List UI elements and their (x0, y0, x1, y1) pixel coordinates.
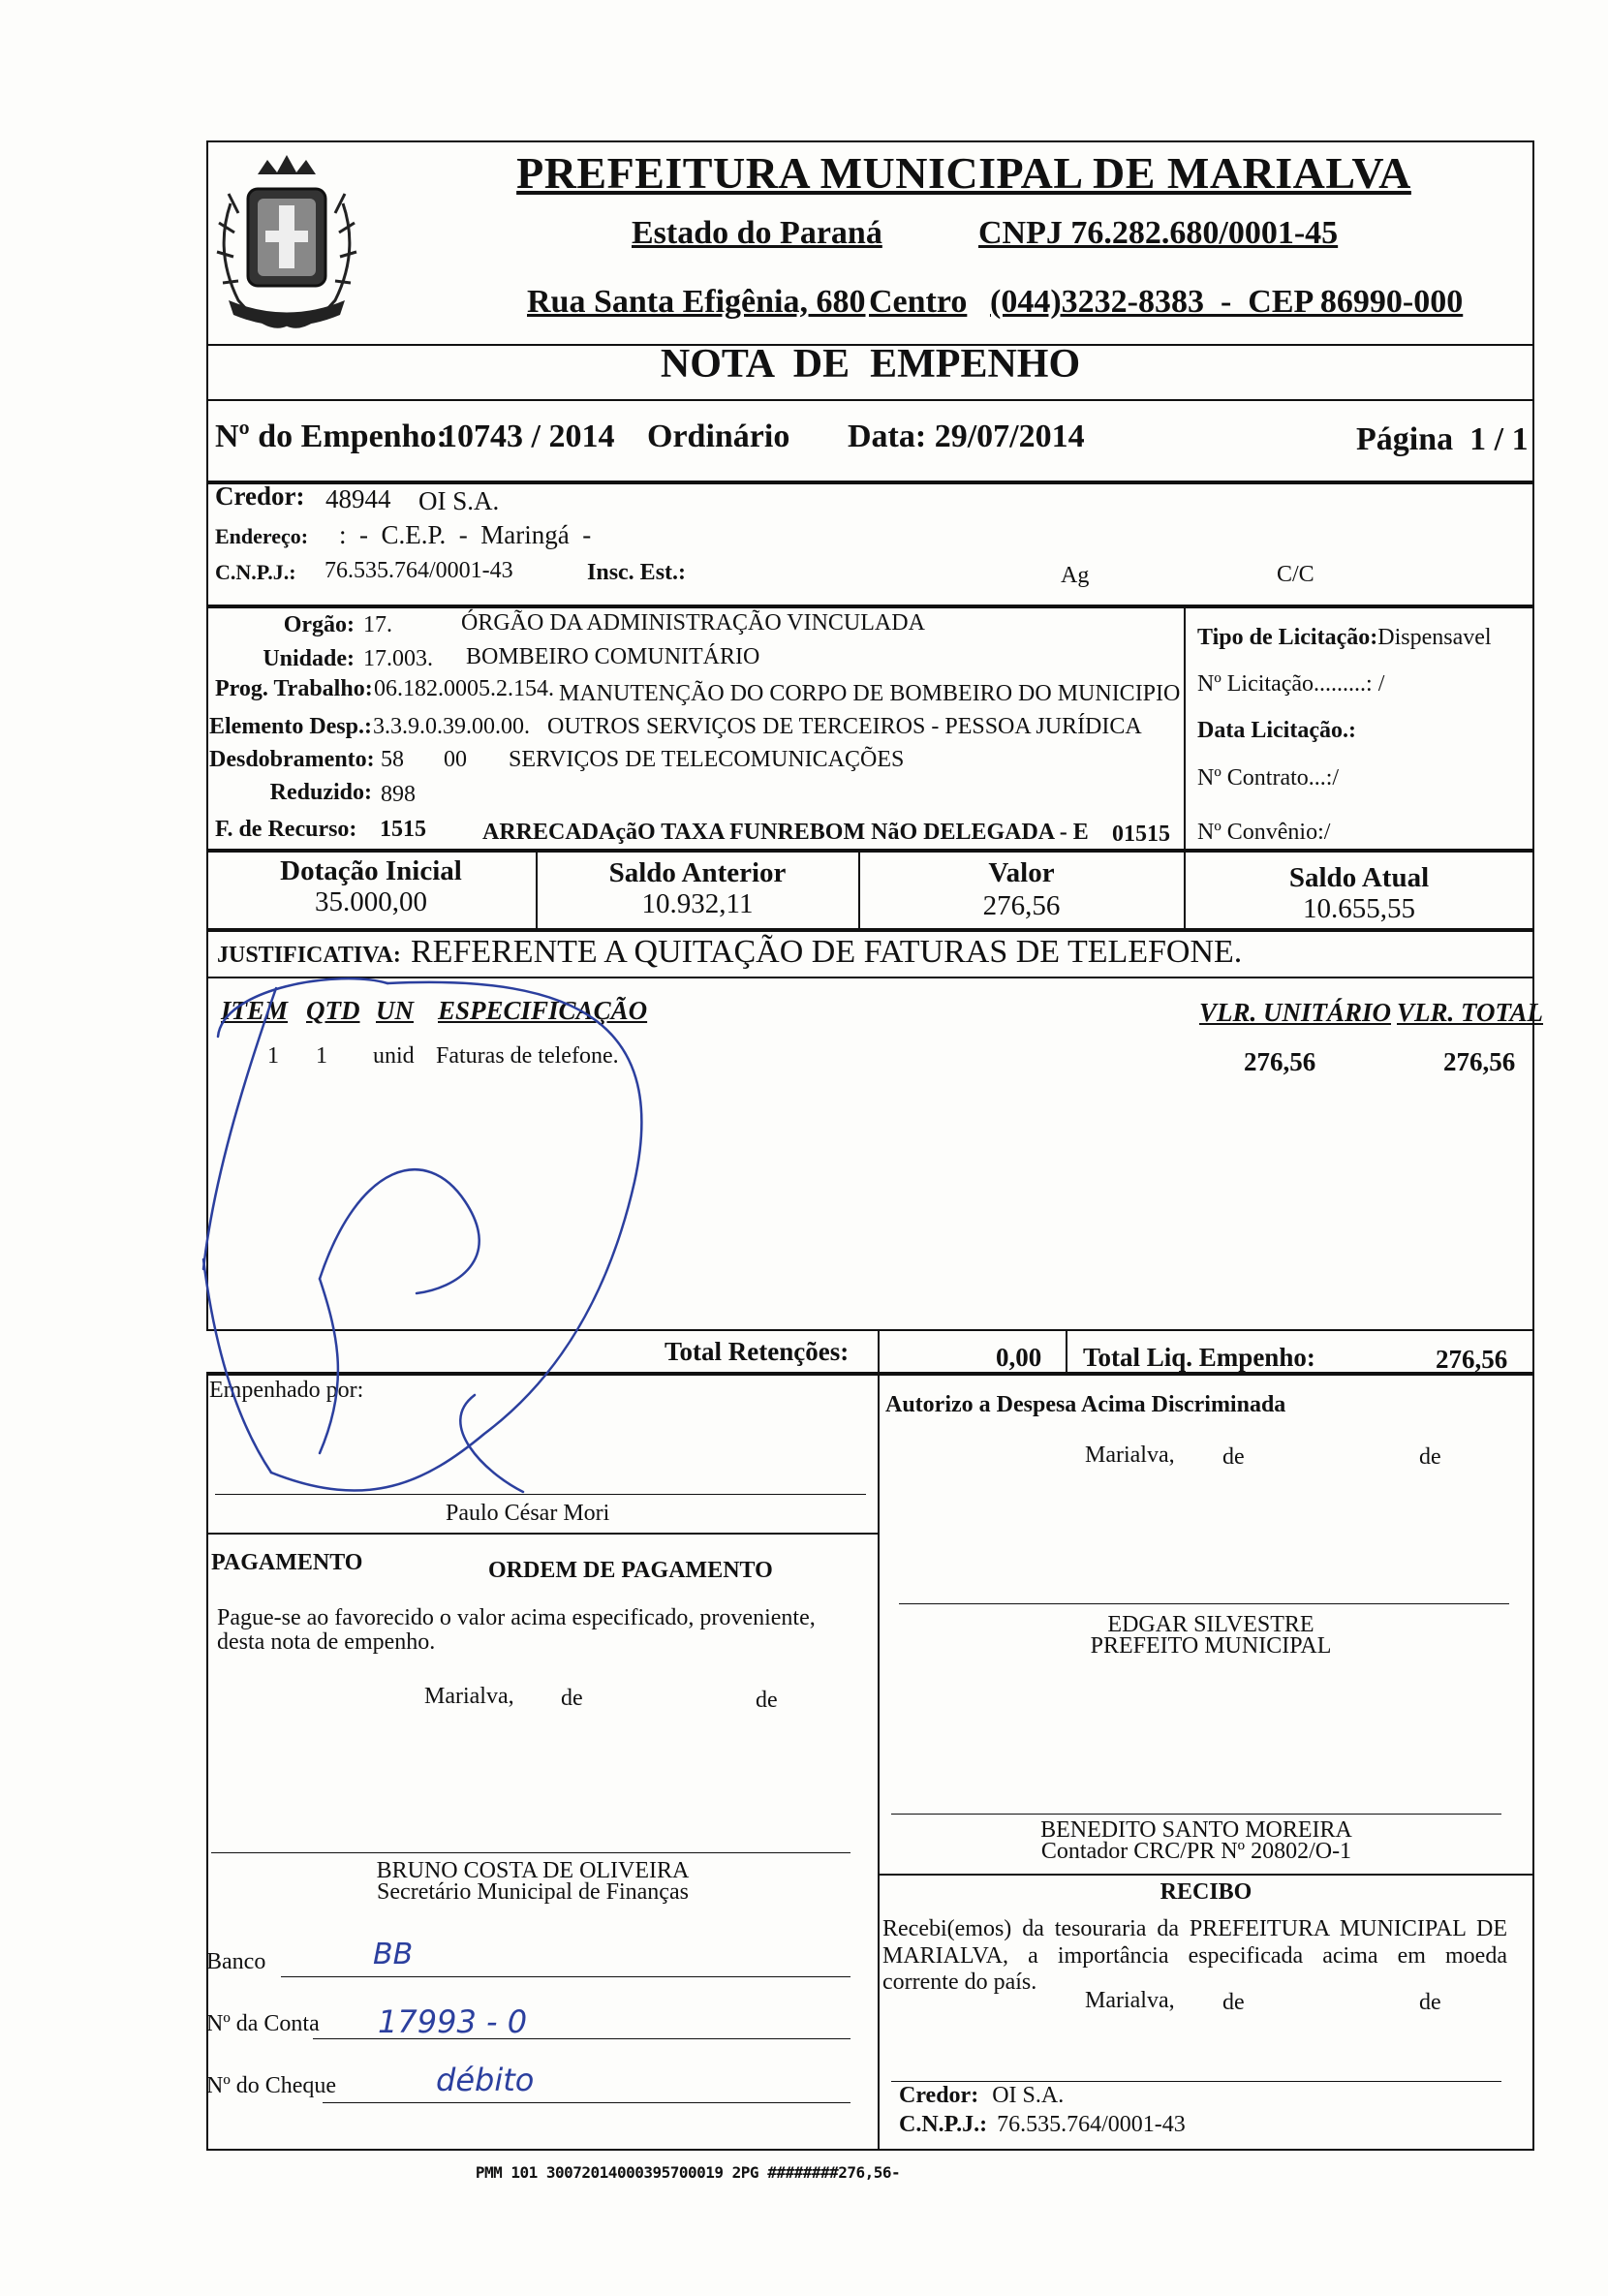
totals-divider-1 (878, 1329, 880, 1374)
liq-empenho-value: 276,56 (1436, 1345, 1508, 1374)
valor-label: Valor (988, 857, 1055, 888)
dotacao-value: 35.000,00 (315, 886, 427, 917)
footer-code: PMM 101 30072014000395700019 2PG ########276,56- (475, 2163, 901, 2182)
item-number: 1 (267, 1043, 279, 1069)
col-spec: ESPECIFICAÇÃO (438, 996, 648, 1025)
unidade-label: Unidade: (263, 646, 355, 671)
recurso-label: F. de Recurso: (215, 817, 357, 842)
banco-label: Banco (206, 1949, 266, 1974)
banco-handwritten: BB (373, 1938, 414, 1971)
endereco-label: Endereço: (215, 524, 309, 548)
col-un: UN (376, 996, 414, 1025)
conta-label: Nº da Conta (206, 2011, 320, 2036)
state-name: Estado do Paraná (632, 215, 882, 251)
credor-code: 48944 (325, 484, 391, 513)
desdobramento-sub: 00 (444, 747, 467, 772)
totals-divider-2 (1066, 1329, 1067, 1374)
elemento-code: 3.3.9.0.39.00.00. (373, 714, 530, 739)
autorizo-de-2: de (1419, 1444, 1441, 1470)
reduzido-label: Reduzido: (269, 780, 372, 805)
recurso-code2: 01515 (1112, 822, 1170, 847)
unidade-code: 17.003. (363, 646, 433, 671)
recibo-de-2: de (1419, 1990, 1441, 2015)
item-spec: Faturas de telefone. (436, 1043, 619, 1069)
unidade-name: BOMBEIRO COMUNITÁRIO (466, 644, 760, 669)
banco-line (281, 1976, 850, 1977)
empenho-number: 10743 / 2014 (441, 419, 615, 454)
justificativa-text: REFERENTE A QUITAÇÃO DE FATURAS DE TELEFONE. (411, 934, 1243, 970)
empenhado-label: Empenhado por: (209, 1378, 364, 1403)
empenho-date: Data: 29/07/2014 (848, 419, 1085, 454)
saldo-atual-label: Saldo Atual (1288, 862, 1430, 893)
orcamento-divider (1184, 606, 1186, 851)
pagamento-place: Marialva, (424, 1684, 514, 1709)
licitacao-tipo (1197, 625, 1492, 651)
elemento-label: Elemento Desp.: (209, 714, 372, 739)
contador-name: BENEDITO SANTO MOREIRA (1040, 1817, 1352, 1843)
secretario-name: BRUNO COSTA DE OLIVEIRA (376, 1858, 690, 1883)
dotacao-label: Dotação Inicial (280, 855, 462, 886)
title-divider (206, 399, 1534, 401)
cheque-label: Nº do Cheque (206, 2073, 337, 2098)
autorizo-place: Marialva, (1085, 1443, 1175, 1468)
item-unit-value: 276,56 (1244, 1047, 1316, 1076)
recibo-divider (878, 1874, 1534, 1876)
col-item: ITEM (221, 996, 289, 1025)
valor-value: 276,56 (982, 890, 1061, 921)
pagamento-text: Pague-se ao favorecido o valor acima especificado, proveniente, desta nota de empenho. (217, 1605, 816, 1656)
credor-name: OI S.A. (418, 486, 500, 515)
col-qtd: QTD (306, 996, 360, 1025)
reduzido-value: 898 (381, 782, 416, 807)
phone-cep: (044)3232-8383 - CEP 86990-000 (990, 284, 1464, 320)
col-unit-value: VLR. UNITÁRIO (1199, 998, 1392, 1027)
desdobramento-name: SERVIÇOS DE TELECOMUNICAÇÕES (509, 747, 905, 772)
empenho-type: Ordinário (647, 419, 790, 454)
cc-label: C/C (1277, 562, 1314, 587)
prefeito-name: EDGAR SILVESTRE (1107, 1612, 1314, 1637)
insc-label: Insc. Est.: (587, 560, 687, 585)
elemento-name: OUTROS SERVIÇOS DE TERCEIROS - PESSOA JURÍDICA (547, 714, 1142, 739)
saldo-anterior-label: Saldo Anterior (608, 857, 787, 888)
page-title: PREFEITURA MUNICIPAL DE MARIALVA (516, 148, 1411, 198)
recibo-title: RECIBO (1160, 1879, 1252, 1905)
desdobramento-code: 58 (381, 747, 404, 772)
cheque-line (323, 2102, 850, 2103)
prefeito-title: PREFEITO MUNICIPAL (1090, 1633, 1332, 1659)
recurso-name: ARRECADAçãO TAXA FUNREBOM NãO DELEGADA - E (482, 820, 1089, 845)
licitacao-tipo-value: Dispensavel (1377, 625, 1492, 650)
desdobramento-label: Desdobramento: (209, 747, 375, 772)
signature-scribble (194, 969, 697, 1531)
recibo-cnpj-label: C.N.P.J.: (899, 2112, 988, 2137)
item-qtd: 1 (316, 1043, 327, 1069)
justificativa-label: JUSTIFICATIVA: (217, 943, 401, 968)
liq-empenho-label: Total Liq. Empenho: (1083, 1343, 1315, 1372)
autorizo-label: Autorizo a Despesa Acima Discriminada (885, 1392, 1286, 1417)
orgao-label: Orgão: (283, 612, 355, 637)
licitacao-data: Data Licitação.: (1197, 718, 1356, 743)
orgao-name: ÓRGÃO DA ADMINISTRAÇÃO VINCULADA (461, 610, 925, 636)
recibo-cnpj-value: 76.535.764/0001-43 (997, 2112, 1186, 2137)
col-total-value: VLR. TOTAL (1397, 998, 1544, 1027)
recibo-signature-line (891, 2081, 1501, 2082)
cnpj-label: C.N.P.J.: (215, 560, 296, 584)
empenhado-name: Paulo César Mori (446, 1501, 610, 1526)
pagamento-label: PAGAMENTO (211, 1550, 363, 1575)
recibo-de-1: de (1222, 1990, 1245, 2015)
district: Centro (869, 284, 968, 320)
credor-label: Credor: (215, 481, 305, 511)
cnpj: CNPJ 76.282.680/0001-45 (978, 215, 1339, 251)
prog-name: MANUTENÇÃO DO CORPO DE BOMBEIRO DO MUNICIPIO (559, 681, 1181, 706)
prefeito-signature-line (899, 1603, 1509, 1604)
empenhado-divider (206, 1533, 878, 1535)
secretario-signature-line (211, 1852, 850, 1853)
orgao-code: 17. (363, 612, 392, 637)
recibo-credor-label: Credor: (899, 2083, 979, 2108)
recibo-text: Recebi(emos) da tesouraria da PREFEITURA MUNICIPAL DE MARIALVA, a importância especificada acima em moeda corrente do país. (882, 1916, 1507, 1996)
saldo-anterior-value: 10.932,11 (641, 888, 754, 919)
contrato-numero: Nº Contrato...:/ (1197, 765, 1340, 791)
pagamento-de-2: de (756, 1688, 778, 1713)
recibo-cnpj (899, 2112, 1186, 2138)
endereco-value: : - C.E.P. - Maringá - (339, 520, 592, 549)
licitacao-tipo-label: Tipo de Licitação: (1197, 625, 1378, 650)
ordem-pagamento-title: ORDEM DE PAGAMENTO (488, 1558, 773, 1583)
item-un: unid (373, 1043, 415, 1069)
item-total-value: 276,56 (1443, 1047, 1516, 1076)
recurso-code: 1515 (380, 817, 426, 842)
recibo-place: Marialva, (1085, 1988, 1175, 2013)
prog-code: 06.182.0005.2.154. (374, 676, 554, 701)
recibo-credor (899, 2083, 1064, 2109)
secretario-title: Secretário Municipal de Finanças (377, 1879, 689, 1905)
contador-signature-line (891, 1814, 1501, 1815)
document-title: NOTA DE EMPENHO (660, 342, 1081, 387)
credor-cnpj: 76.535.764/0001-43 (325, 558, 513, 583)
recibo-credor-value: OI S.A. (992, 2083, 1065, 2108)
prog-label: Prog. Trabalho: (215, 676, 373, 701)
empenho-label: Nº do Empenho: (215, 419, 448, 454)
convenio-numero: Nº Convênio:/ (1197, 820, 1331, 845)
retencoes-value: 0,00 (996, 1343, 1042, 1372)
ag-label: Ag (1061, 563, 1090, 588)
licitacao-numero: Nº Licitação.........: / (1197, 671, 1385, 697)
cheque-handwritten: débito (436, 2062, 535, 2098)
contador-title: Contador CRC/PR Nº 20802/O-1 (1040, 1839, 1352, 1864)
municipal-seal-icon (209, 145, 364, 339)
retencoes-label: Total Retenções: (665, 1337, 850, 1366)
saldo-atual-value: 10.655,55 (1303, 893, 1415, 924)
page-number: Página 1 / 1 (1356, 421, 1529, 457)
pagamento-de-1: de (561, 1686, 583, 1711)
street: Rua Santa Efigênia, 680 (527, 284, 866, 320)
conta-handwritten: 17993 - 0 (378, 2003, 528, 2040)
autorizo-de-1: de (1222, 1444, 1245, 1470)
lower-divider (878, 1374, 880, 2151)
